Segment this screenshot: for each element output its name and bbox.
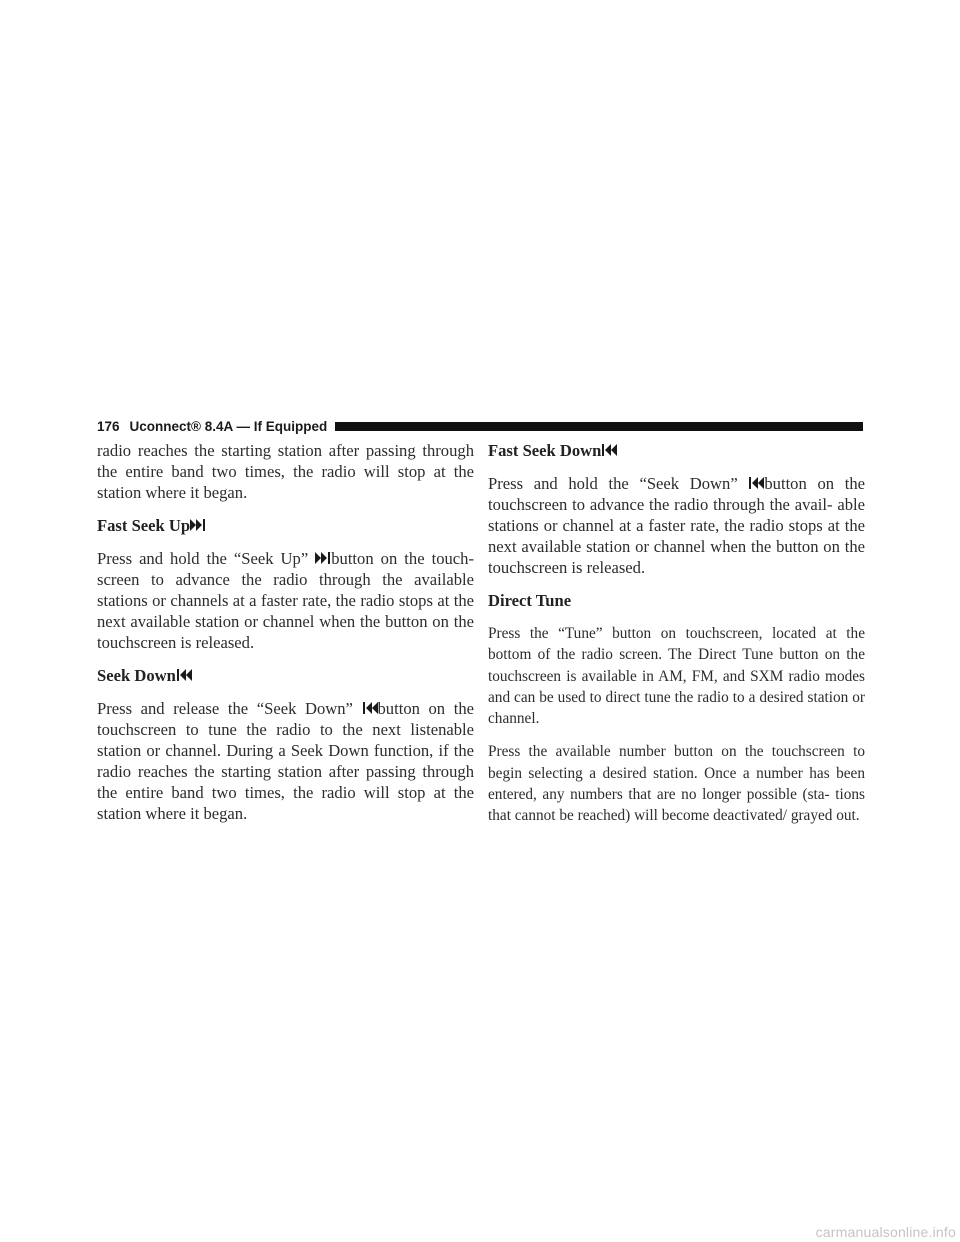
watermark: carmanualsonline.info xyxy=(815,1224,956,1240)
section-title: Uconnect® 8.4A — If Equipped xyxy=(129,418,328,434)
seek-down-icon xyxy=(176,669,192,681)
fast-seek-down-text-after: button on the touchscreen to advance the radio through the avail- able stations or channel at a faster rate, the radio stops at the next available station or channel when the button on the touchscreen is released. xyxy=(488,474,865,577)
fast-seek-up-heading-text: Fast Seek Up xyxy=(97,516,191,535)
fast-seek-up-heading xyxy=(97,515,474,536)
seek-down-icon xyxy=(601,444,617,456)
right-column xyxy=(488,440,865,839)
page-number: 176 xyxy=(97,418,120,434)
direct-tune-paragraph-2: Press the available number button on the touchscreen to begin selecting a desired station. Once a number has been entered, any numbers that are no longer possible (sta- tions that cannot be reached) will become deactivated/ grayed out. xyxy=(488,743,865,825)
fast-seek-down-text-before: Press and hold the “Seek Down” xyxy=(488,474,749,493)
seek-down-icon xyxy=(362,702,378,714)
seek-up-icon xyxy=(190,519,206,531)
page-header xyxy=(97,416,863,436)
seek-down-heading-text: Seek Down xyxy=(97,666,176,685)
fast-seek-down-heading-text: Fast Seek Down xyxy=(488,441,602,460)
seek-down-icon xyxy=(748,477,764,489)
continued-paragraph: radio reaches the starting station after passing through the entire band two times, the radio will stop at the station where it began. xyxy=(97,441,474,502)
seek-up-icon xyxy=(315,552,331,564)
seek-down-text-after: button on the touchscreen to tune the radio to the next listenable station or channel. During a Seek Down function, if the radio reaches the starting station after passing through the entire band two times, the radio will stop at the station where it began. xyxy=(97,699,474,823)
fast-seek-up-paragraph xyxy=(97,548,474,653)
seek-down-paragraph xyxy=(97,698,474,824)
seek-down-heading xyxy=(97,665,474,686)
direct-tune-heading: Direct Tune xyxy=(488,591,572,610)
fast-seek-up-text-before: Press and hold the “Seek Up” xyxy=(97,549,316,568)
fast-seek-up-text-after: button on the touch- screen to advance the radio through the available stations or channels at a faster rate, the radio stops at the next available station or channel when the button on the touchscreen is released. xyxy=(97,549,474,652)
left-column xyxy=(97,440,474,836)
fast-seek-down-heading xyxy=(488,440,865,461)
header-rule xyxy=(335,422,863,431)
seek-down-text-before: Press and release the “Seek Down” xyxy=(97,699,362,718)
fast-seek-down-paragraph xyxy=(488,473,865,578)
direct-tune-paragraph-1: Press the “Tune” button on touchscreen, located at the bottom of the radio screen. The Direct Tune button on the touchscreen is available in AM, FM, and SXM radio modes and can be used to direct tune the radio to a desired station or channel. xyxy=(488,625,865,728)
